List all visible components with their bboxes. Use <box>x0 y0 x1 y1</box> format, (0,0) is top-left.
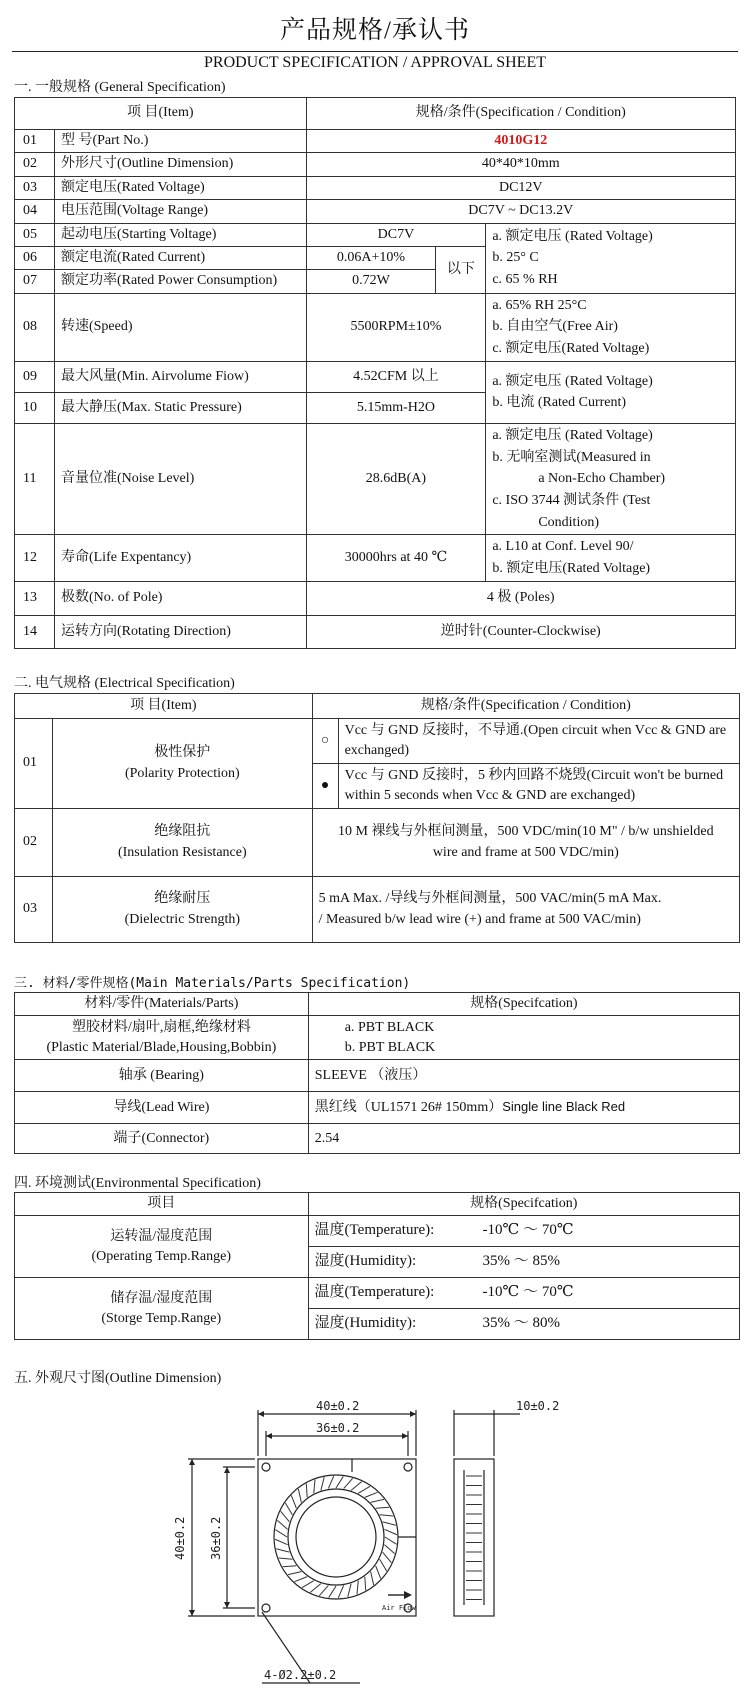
storage-range-label <box>15 1278 309 1340</box>
title-cn: 产品规格/承认书 <box>280 17 470 44</box>
bearing-spec: SLEEVE （液压） <box>308 1060 739 1092</box>
electrical-heading: 二. 电气规格 (Electrical Specification) <box>14 676 235 691</box>
condition-line: c. 额定电压(Rated Voltage) <box>492 341 650 357</box>
open-circle-icon: ○ <box>312 719 338 764</box>
impeller-outer <box>274 1475 398 1599</box>
impeller-blade <box>357 1581 358 1595</box>
lead-wire-cn: 黑红线（UL1571 26# 150mm） <box>314 1099 503 1115</box>
impeller-inner <box>288 1489 384 1585</box>
row-spec: 4 极 (Poles) <box>306 581 735 615</box>
item-en: (Polarity Protection) <box>124 765 240 781</box>
dim-height-40: 40±0.2 <box>173 1516 187 1560</box>
impeller-blade <box>319 1585 328 1595</box>
col-item-header: 材料/零件(Materials/Parts) <box>15 993 309 1016</box>
insulation-resistance-label <box>52 809 312 877</box>
row-no: 02 <box>15 809 53 877</box>
row-spec: 0.72W <box>306 270 436 293</box>
row-spec: DC12V <box>306 176 735 199</box>
row-item: 额定功率(Rated Power Consumption) <box>54 270 306 293</box>
humidity-label: 湿度(Humidity): <box>314 1253 417 1270</box>
impeller-blade <box>306 1484 307 1498</box>
impeller-blade <box>279 1558 293 1559</box>
condition-line: b. 25° C <box>492 250 539 266</box>
part-number: 4010G12 <box>306 130 735 153</box>
row-no: 01 <box>15 719 53 809</box>
open-circuit-text: Vcc 与 GND 反接时，不导通.(Open circuit when Vcc & GND are exchanged) <box>338 719 739 764</box>
environment-table <box>14 1192 740 1340</box>
humidity-value: 35% ～ 85% <box>482 1253 561 1270</box>
row-no: 14 <box>15 615 55 648</box>
impeller-blade <box>371 1499 384 1502</box>
condition-line: a. 额定电压 (Rated Voltage) <box>492 373 653 389</box>
item-en: (Insulation Resistance) <box>117 844 247 860</box>
mounting-hole <box>404 1463 412 1471</box>
impeller-blade <box>383 1552 392 1563</box>
operating-range-label <box>15 1216 309 1278</box>
row-item: 转速(Speed) <box>54 293 306 361</box>
bearing-label: 轴承 (Bearing) <box>15 1060 309 1092</box>
spec-line: / Measured b/w lead wire (+) and frame at 500 VAC/min) <box>318 911 641 927</box>
condition-line: b. 电流 (Rated Current) <box>492 395 627 411</box>
row-item: 最大静压(Max. Static Pressure) <box>54 392 306 423</box>
condition-line: c. ISO 3744 测试条件 (Test <box>492 492 651 508</box>
item-cn: 极性保护 <box>154 745 211 761</box>
impeller-blade <box>371 1572 374 1585</box>
row-no: 13 <box>15 581 55 615</box>
col-item-header: 项 目(Item) <box>15 694 313 719</box>
impeller-blade <box>348 1584 351 1597</box>
no-burn-text: Vcc 与 GND 反接时，5 秒内回路不烧毁(Circuit won't be burned within 5 seconds when Vcc & GND are exchanged) <box>338 764 739 809</box>
col-spec-header: 规格(Specifcation) <box>308 993 739 1016</box>
electrical-table <box>14 693 740 943</box>
polarity-protection-label <box>52 719 312 809</box>
item-cn: 储存温/湿度范围 <box>110 1290 213 1306</box>
conditions-noise <box>486 423 736 534</box>
impeller-blade <box>302 1581 314 1588</box>
row-item: 运转方向(Rotating Direction) <box>54 615 306 648</box>
impeller-blade <box>383 1522 396 1525</box>
dim-height-36: 36±0.2 <box>209 1516 223 1560</box>
item-en: (Dielectric Strength) <box>124 911 241 927</box>
materials-table <box>14 992 740 1154</box>
condition-line: a. L10 at Conf. Level 90/ <box>492 539 634 555</box>
impeller-blade <box>380 1515 394 1516</box>
condition-line: b. 额定电压(Rated Voltage) <box>492 560 651 576</box>
col-spec-header: 规格/条件(Specification / Condition) <box>312 694 739 719</box>
condition-line: Condition) <box>538 514 599 530</box>
impeller-blade <box>338 1585 343 1598</box>
row-item: 寿命(Life Expentancy) <box>54 535 306 581</box>
row-spec: 4.52CFM 以上 <box>306 361 486 392</box>
row-spec: 0.06A+10% <box>306 247 436 270</box>
row-spec: 5.15mm-H2O <box>306 392 486 423</box>
row-no: 03 <box>15 176 55 199</box>
mounting-hole <box>262 1604 270 1612</box>
row-no: 07 <box>15 270 55 293</box>
spec-line: 10 M 裸线与外框间测量，500 VDC/min(10 M" / b/w unshielded <box>338 824 714 840</box>
title-divider <box>12 51 738 52</box>
filled-circle-icon: ● <box>312 764 338 809</box>
row-item: 音量位准(Noise Level) <box>54 423 306 534</box>
row-spec: 30000hrs at 40 ℃ <box>306 535 486 581</box>
impeller-blade <box>385 1537 397 1544</box>
condition-line: a. 额定电压 (Rated Voltage) <box>492 228 653 244</box>
impeller-blade <box>291 1495 296 1508</box>
temperature-label: 温度(Temperature): <box>314 1284 435 1301</box>
impeller-blade <box>314 1480 315 1494</box>
storage-temperature <box>308 1278 739 1309</box>
conditions-life <box>486 535 736 581</box>
condition-line: b. 自由空气(Free Air) <box>492 319 618 335</box>
condition-line: a Non-Echo Chamber) <box>538 471 666 487</box>
impeller-blade <box>329 1586 336 1598</box>
temperature-value: -10℃ ～ 70℃ <box>482 1222 574 1239</box>
item-en: (Operating Temp.Range) <box>91 1248 232 1264</box>
dim-depth-10: 10±0.2 <box>516 1400 560 1413</box>
row-no: 08 <box>15 293 55 361</box>
row-item: 极数(No. of Pole) <box>54 581 306 615</box>
dielectric-strength-spec <box>312 877 739 943</box>
condition-line: a. 65% RH 25°C <box>492 297 587 313</box>
general-heading: 一. 一般规格 (General Specification) <box>14 80 226 95</box>
impeller-blade <box>285 1503 292 1515</box>
environment-heading: 四. 环境测试(Environmental Specification) <box>14 1176 261 1191</box>
impeller-blade <box>275 1530 287 1537</box>
spec-line: b. PBT BLACK <box>344 1039 436 1055</box>
dim-width-36: 36±0.2 <box>316 1421 360 1435</box>
lead-wire-label: 导线(Lead Wire) <box>15 1092 309 1124</box>
outline-drawing <box>0 1400 750 1699</box>
row-item: 最大风量(Min. Airvolume Fiow) <box>54 361 306 392</box>
row-spec: 40*40*10mm <box>306 153 735 176</box>
row-spec: 28.6dB(A) <box>306 423 486 534</box>
impeller-blade <box>276 1549 289 1552</box>
row-no: 06 <box>15 247 55 270</box>
impeller-blade <box>344 1478 353 1488</box>
fan-frame-front <box>258 1459 416 1616</box>
condition-line: a. 额定电压 (Rated Voltage) <box>492 427 653 443</box>
impeller-blade <box>294 1577 307 1582</box>
condition-line: b. 无响室测试(Measured in <box>492 449 651 465</box>
dim-width-40: 40±0.2 <box>316 1400 360 1413</box>
row-item: 起动电压(Starting Voltage) <box>54 223 306 246</box>
insulation-resistance-spec <box>312 809 739 877</box>
plastic-material-spec <box>308 1016 739 1060</box>
row-spec: DC7V ~ DC13.2V <box>306 199 735 223</box>
row-no: 04 <box>15 199 55 223</box>
impeller-blade <box>380 1559 387 1571</box>
impeller-blade <box>321 1477 324 1490</box>
row-item: 外形尺寸(Outline Dimension) <box>54 153 306 176</box>
lead-wire-spec <box>308 1092 739 1124</box>
plastic-material-label <box>15 1016 309 1060</box>
title-en: PRODUCT SPECIFICATION / APPROVAL SHEET <box>204 54 546 71</box>
humidity-label: 湿度(Humidity): <box>314 1315 417 1332</box>
impeller-blade <box>328 1476 333 1489</box>
item-en: (Plastic Material/Blade,Housing,Bobbin) <box>46 1039 277 1055</box>
conditions-rated <box>486 223 736 293</box>
side-fins <box>466 1476 482 1600</box>
impeller-blade <box>365 1577 366 1591</box>
spec-line: 5 mA Max. /导线与外框间测量，500 VAC/min(5 mA Max. <box>318 891 662 907</box>
outline-heading: 五. 外观尺寸图(Outline Dimension) <box>14 1371 222 1386</box>
below-label: 以下 <box>436 247 486 294</box>
impeller-blade <box>358 1486 370 1493</box>
row-spec: DC7V <box>306 223 486 246</box>
impeller-blade <box>275 1539 288 1544</box>
row-no: 12 <box>15 535 55 581</box>
impeller-blade <box>351 1482 362 1491</box>
spec-line: a. PBT BLACK <box>344 1019 435 1035</box>
row-no: 10 <box>15 392 55 423</box>
row-no: 09 <box>15 361 55 392</box>
impeller-blade <box>384 1545 394 1554</box>
air-flow-label: Air Flow <box>382 1604 416 1612</box>
row-no: 11 <box>15 423 55 534</box>
impeller-blade <box>277 1520 287 1529</box>
col-spec-header: 规格/条件(Specification / Condition) <box>306 98 735 130</box>
impeller-blade <box>283 1566 297 1567</box>
row-no: 03 <box>15 877 53 943</box>
impeller-blade <box>310 1584 321 1593</box>
materials-heading: 三. 材料/零件规格(Main Materials/Parts Specification) <box>14 976 411 991</box>
temperature-label: 温度(Temperature): <box>314 1222 435 1239</box>
conditions-airflow <box>486 361 736 423</box>
impeller-blade <box>288 1572 301 1575</box>
impeller-blade <box>336 1476 343 1488</box>
row-spec: 逆时针(Counter-Clockwise) <box>306 615 735 648</box>
impeller-blade <box>376 1507 390 1508</box>
row-spec: 5500RPM±10% <box>306 293 486 361</box>
air-flow-arrow <box>388 1591 412 1599</box>
row-item: 型 号(Part No.) <box>54 130 306 153</box>
item-cn: 运转温/湿度范围 <box>110 1228 213 1244</box>
impeller-blade <box>376 1566 381 1579</box>
temperature-value: -10℃ ～ 70℃ <box>482 1284 574 1301</box>
row-no: 02 <box>15 153 55 176</box>
connector-spec: 2.54 <box>308 1124 739 1154</box>
connector-label: 端子(Connector) <box>15 1124 309 1154</box>
row-no: 01 <box>15 130 55 153</box>
item-en: (Storge Temp.Range) <box>101 1310 222 1326</box>
row-item: 额定电压(Rated Voltage) <box>54 176 306 199</box>
item-cn: 绝缘耐压 <box>154 891 211 907</box>
condition-line: c. 65 % RH <box>492 272 558 288</box>
impeller-blades <box>275 1476 397 1598</box>
impeller-blade <box>298 1489 301 1502</box>
col-item-header: 项 目(Item) <box>15 98 307 130</box>
general-table <box>14 97 736 649</box>
humidity-value: 35% ～ 80% <box>482 1315 561 1332</box>
lead-wire-en: Single line Black Red <box>502 1098 626 1114</box>
col-item-header: 项目 <box>15 1193 309 1216</box>
operating-humidity <box>308 1247 739 1278</box>
impeller-blade <box>281 1511 290 1522</box>
fan-frame-side <box>454 1459 494 1616</box>
storage-humidity <box>308 1309 739 1340</box>
hub <box>296 1497 376 1577</box>
row-no: 05 <box>15 223 55 246</box>
item-cn: 塑胶材料/扇叶,扇框,绝缘材料 <box>71 1019 251 1035</box>
col-spec-header: 规格(Specifcation) <box>308 1193 739 1216</box>
row-item: 额定电流(Rated Current) <box>54 247 306 270</box>
item-cn: 绝缘阻抗 <box>154 824 211 840</box>
spec-line: wire and frame at 500 VDC/min) <box>432 844 619 860</box>
impeller-blade <box>365 1492 378 1497</box>
dielectric-strength-label <box>52 877 312 943</box>
conditions-speed <box>486 293 736 361</box>
mounting-hole <box>262 1463 270 1471</box>
dim-holes: 4-Ø2.2±0.2 <box>264 1668 337 1682</box>
impeller-blade <box>384 1529 397 1534</box>
operating-temperature <box>308 1216 739 1247</box>
row-item: 电压范围(Voltage Range) <box>54 199 306 223</box>
